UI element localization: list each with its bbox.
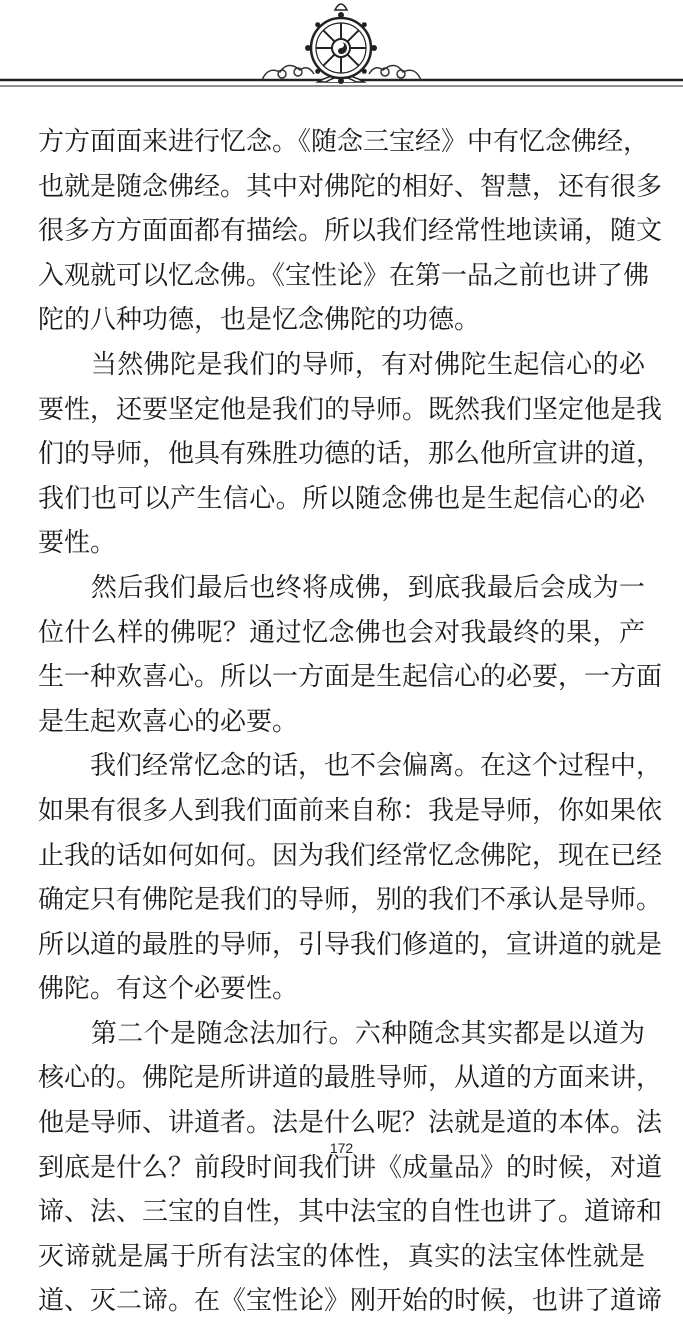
text-line: 很多方方面面都有描绘。所以我们经常性地读诵，随文 bbox=[38, 216, 663, 247]
text-line: 也就是随念佛经。其中对佛陀的相好、智慧，还有很多 bbox=[38, 171, 663, 202]
text-line: 要性，还要坚定他是我们的导师。既然我们坚定他是我 bbox=[38, 394, 663, 425]
text-line: 们的导师，他具有殊胜功德的话，那么他所宣讲的道， bbox=[38, 439, 663, 470]
paragraph-4 bbox=[38, 744, 663, 1012]
paragraph-5 bbox=[38, 1012, 663, 1324]
text-line: 我们经常忆念的话，也不会偏离。在这个过程中， bbox=[38, 751, 663, 782]
paragraph-1 bbox=[38, 120, 663, 343]
right-cloud-ornament bbox=[369, 65, 421, 80]
text-line: 要性。 bbox=[38, 528, 117, 559]
text-line: 入观就可以忆念佛。《宝性论》在第一品之前也讲了佛 bbox=[38, 260, 650, 291]
text-line: 核心的。佛陀是所讲道的最胜导师，从道的方面来讲， bbox=[38, 1063, 663, 1094]
text-line: 道、灭二谛。在《宝性论》刚开始的时候，也讲了道谛 bbox=[38, 1286, 663, 1317]
text-line: 他是导师、讲道者。法是什么呢？法就是道的本体。法 bbox=[38, 1108, 663, 1139]
left-cloud-ornament bbox=[262, 65, 314, 80]
text-line: 所以道的最胜的导师，引导我们修道的，宣讲道的就是 bbox=[38, 929, 663, 960]
text-line: 到底是什么？前段时间我们讲《成量品》的时候，对道 bbox=[38, 1152, 663, 1183]
wheel bbox=[305, 4, 377, 84]
paragraph-3 bbox=[38, 566, 663, 744]
text-line: 佛陀。有这个必要性。 bbox=[38, 974, 299, 1005]
text-line: 是生起欢喜心的必要。 bbox=[38, 706, 299, 737]
text-line: 我们也可以产生信心。所以随念佛也是生起信心的必 bbox=[38, 483, 645, 514]
text-line: 方方面面来进行忆念。《随念三宝经》中有忆念佛经， bbox=[38, 127, 650, 157]
text-line: 然后我们最后也终将成佛，到底我最后会成为一 bbox=[38, 572, 645, 603]
dharma-wheel-ornament bbox=[0, 0, 683, 110]
text-line: 确定只有佛陀是我们的导师，别的我们不承认是导师。 bbox=[38, 885, 663, 916]
page-header bbox=[0, 0, 683, 110]
text-line: 如果有很多人到我们面前来自称：我是导师，你如果依 bbox=[38, 795, 663, 826]
text-line: 止我的话如何如何。因为我们经常忆念佛陀，现在已经 bbox=[38, 840, 663, 871]
paragraph-2 bbox=[38, 343, 663, 566]
text-line: 生一种欢喜心。所以一方面是生起信心的必要，一方面 bbox=[38, 662, 663, 693]
text-line: 谛、法、三宝的自性，其中法宝的自性也讲了。道谛和 bbox=[38, 1197, 663, 1228]
text-line: 当然佛陀是我们的导师，有对佛陀生起信心的必 bbox=[38, 349, 645, 380]
text-line: 灭谛就是属于所有法宝的体性，真实的法宝体性就是 bbox=[38, 1241, 645, 1272]
text-line: 位什么样的佛呢？通过忆念佛也会对我最终的果，产 bbox=[38, 617, 645, 648]
text-line: 第二个是随念法加行。六种随念其实都是以道为 bbox=[38, 1018, 645, 1049]
page-number: 172 bbox=[329, 1140, 354, 1156]
text-line: 陀的八种功德，也是忆念佛陀的功德。 bbox=[38, 305, 481, 336]
